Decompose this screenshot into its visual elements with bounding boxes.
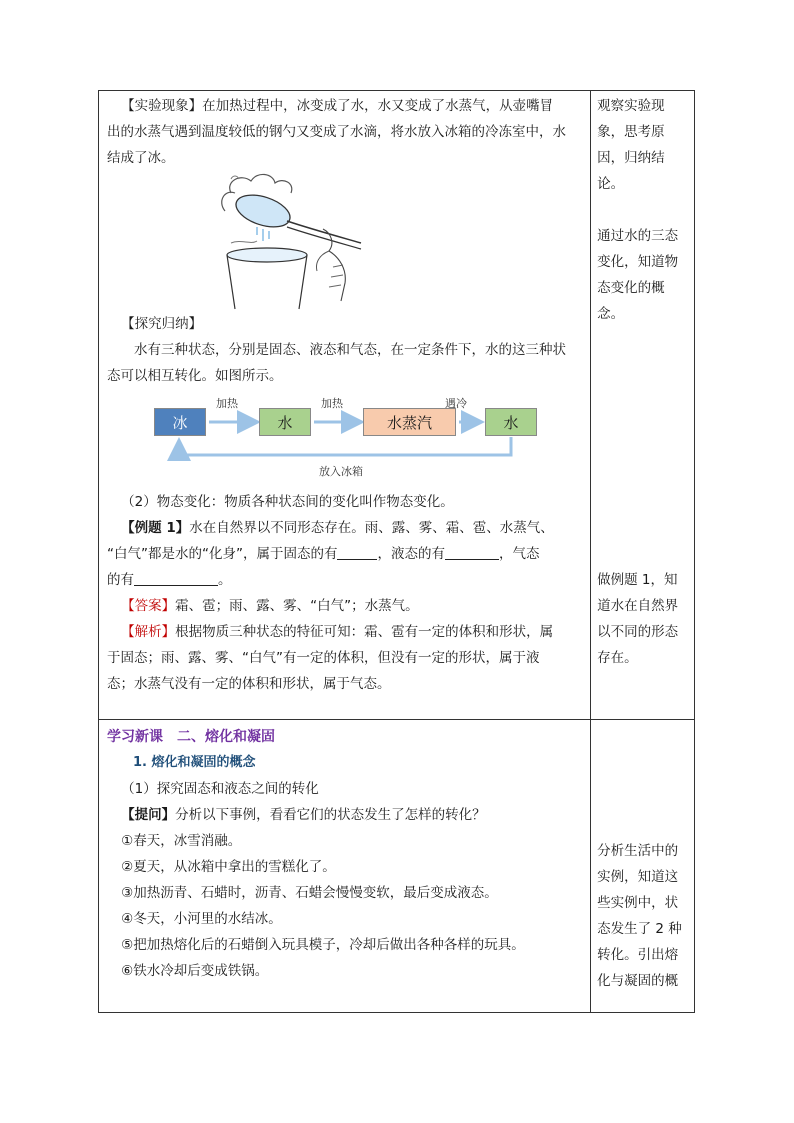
- answer-blank[interactable]: [445, 545, 499, 560]
- sub-title: 1. 熔化和凝固的概念: [133, 755, 256, 770]
- label-heat-2: 加热: [321, 397, 343, 410]
- note-line: 观察实验现: [597, 98, 665, 114]
- section-title: 学习新课 二、熔化和凝固: [107, 729, 275, 745]
- note-line: 念。: [597, 306, 625, 322]
- note-line: 做例题 1，知: [597, 572, 678, 588]
- example-text: 。: [218, 572, 232, 588]
- note-line: 通过水的三态: [597, 228, 679, 244]
- lesson-table: [98, 90, 695, 1013]
- notes-cell: [591, 720, 695, 1013]
- note-line: 以不同的形态: [597, 624, 679, 640]
- summary-heading: 【探究归纳】: [121, 316, 203, 332]
- answer-blank[interactable]: [337, 545, 377, 560]
- observation-line-2: 出的水蒸气遇到温度较低的钢勺又变成了水滴，将水放入冰箱的冷冻室中，水: [107, 124, 566, 140]
- summary-line-2: 态可以相互转化。如图所示。: [107, 368, 283, 384]
- note-line: 道水在自然界: [597, 598, 679, 614]
- state-change-diagram: [99, 389, 590, 489]
- table-row: [99, 720, 695, 1013]
- note-line: 实例，知道这: [597, 869, 679, 885]
- note-line: 态变化的概: [597, 280, 665, 296]
- analysis-line-2: 于固态；雨、露、雾、“白气”有一定的体积，但没有一定的形状，属于液: [107, 650, 540, 666]
- label-cool: 遇冷: [445, 397, 467, 410]
- label-heat-1: 加热: [216, 397, 238, 410]
- note-line: 态发生了 2 种: [597, 921, 682, 937]
- list-item: ④冬天，小河里的水结冰。: [121, 911, 282, 927]
- box-water-2: 水: [485, 408, 537, 436]
- note-line: 论。: [597, 176, 625, 192]
- question-tag: 【提问】: [121, 807, 176, 823]
- answer-blank[interactable]: [134, 571, 218, 586]
- example-text: 的有: [107, 572, 134, 588]
- label-fridge: 放入冰箱: [319, 465, 363, 478]
- notes-cell: [591, 91, 695, 720]
- experiment-illustration: [99, 171, 590, 311]
- observation-line-3: 结成了冰。: [107, 150, 175, 166]
- summary-line-1: 水有三种状态，分别是固态、液态和气态，在一定条件下，水的这三种状: [134, 342, 566, 358]
- observation-line-1: 【实验现象】在加热过程中，冰变成了水，水又变成了水蒸气，从壶嘴冒: [121, 98, 554, 114]
- definition-line: （2）物态变化：物质各种状态间的变化叫作物态变化。: [121, 494, 454, 510]
- note-line: 分析生活中的: [597, 843, 679, 859]
- note-line: 存在。: [597, 650, 638, 666]
- example-tag: 【例题 1】: [121, 520, 190, 536]
- note-line: 化与凝固的概: [597, 973, 679, 989]
- analysis-line-1: [107, 619, 582, 645]
- list-item: ③加热沥青、石蜡时，沥青、石蜡会慢慢变软，最后变成液态。: [121, 885, 498, 901]
- explore-line: （1）探究固态和液态之间的转化: [121, 781, 319, 797]
- list-item: ⑥铁水冷却后变成铁锅。: [121, 963, 269, 979]
- example-line-3: [107, 567, 582, 593]
- spoon-cup-drawing: [211, 171, 371, 311]
- example-text: “白气”都是水的“化身”，属于固态的有: [107, 546, 338, 562]
- list-item: ⑤把加热熔化后的石蜡倒入玩具模子，冷却后做出各种各样的玩具。: [121, 937, 525, 953]
- table-row: [99, 91, 695, 720]
- answer-line: [107, 593, 582, 619]
- analysis-text: 根据物质三种状态的特征可知：霜、雹有一定的体积和形状，属: [175, 624, 554, 640]
- box-ice: 冰: [154, 408, 206, 436]
- example-line-2: [107, 541, 582, 567]
- arrow-return: [179, 437, 511, 455]
- box-steam: 水蒸汽: [363, 408, 456, 436]
- note-line: 些实例中，状: [597, 895, 679, 911]
- note-line: 转化。引出熔: [597, 947, 679, 963]
- list-item: ①春天，冰雪消融。: [121, 833, 242, 849]
- note-line: 因，归纳结: [597, 150, 665, 166]
- example-text: ，气态: [498, 546, 540, 562]
- list-item: ②夏天，从冰箱中拿出的雪糕化了。: [121, 859, 336, 875]
- example-text: 水在自然界以不同形态存在。雨、露、雾、霜、雹、水蒸气、: [189, 520, 554, 536]
- question-line: [107, 802, 582, 828]
- answer-tag: 【答案】: [121, 598, 176, 614]
- content-cell: [99, 720, 591, 1013]
- question-text: 分析以下事例，看看它们的状态发生了怎样的转化？: [175, 807, 486, 823]
- analysis-tag: 【解析】: [121, 624, 176, 640]
- note-line: 象，思考原: [597, 124, 665, 140]
- example-text: ，液态的有: [377, 546, 445, 562]
- box-water: 水: [259, 408, 311, 436]
- example-line-1: [107, 515, 582, 541]
- answer-text: 霜、雹；雨、露、雾、“白气”；水蒸气。: [175, 598, 419, 614]
- analysis-line-3: 态；水蒸气没有一定的体积和形状，属于气态。: [107, 676, 391, 692]
- content-cell: [99, 91, 591, 720]
- note-line: 变化，知道物: [597, 254, 679, 270]
